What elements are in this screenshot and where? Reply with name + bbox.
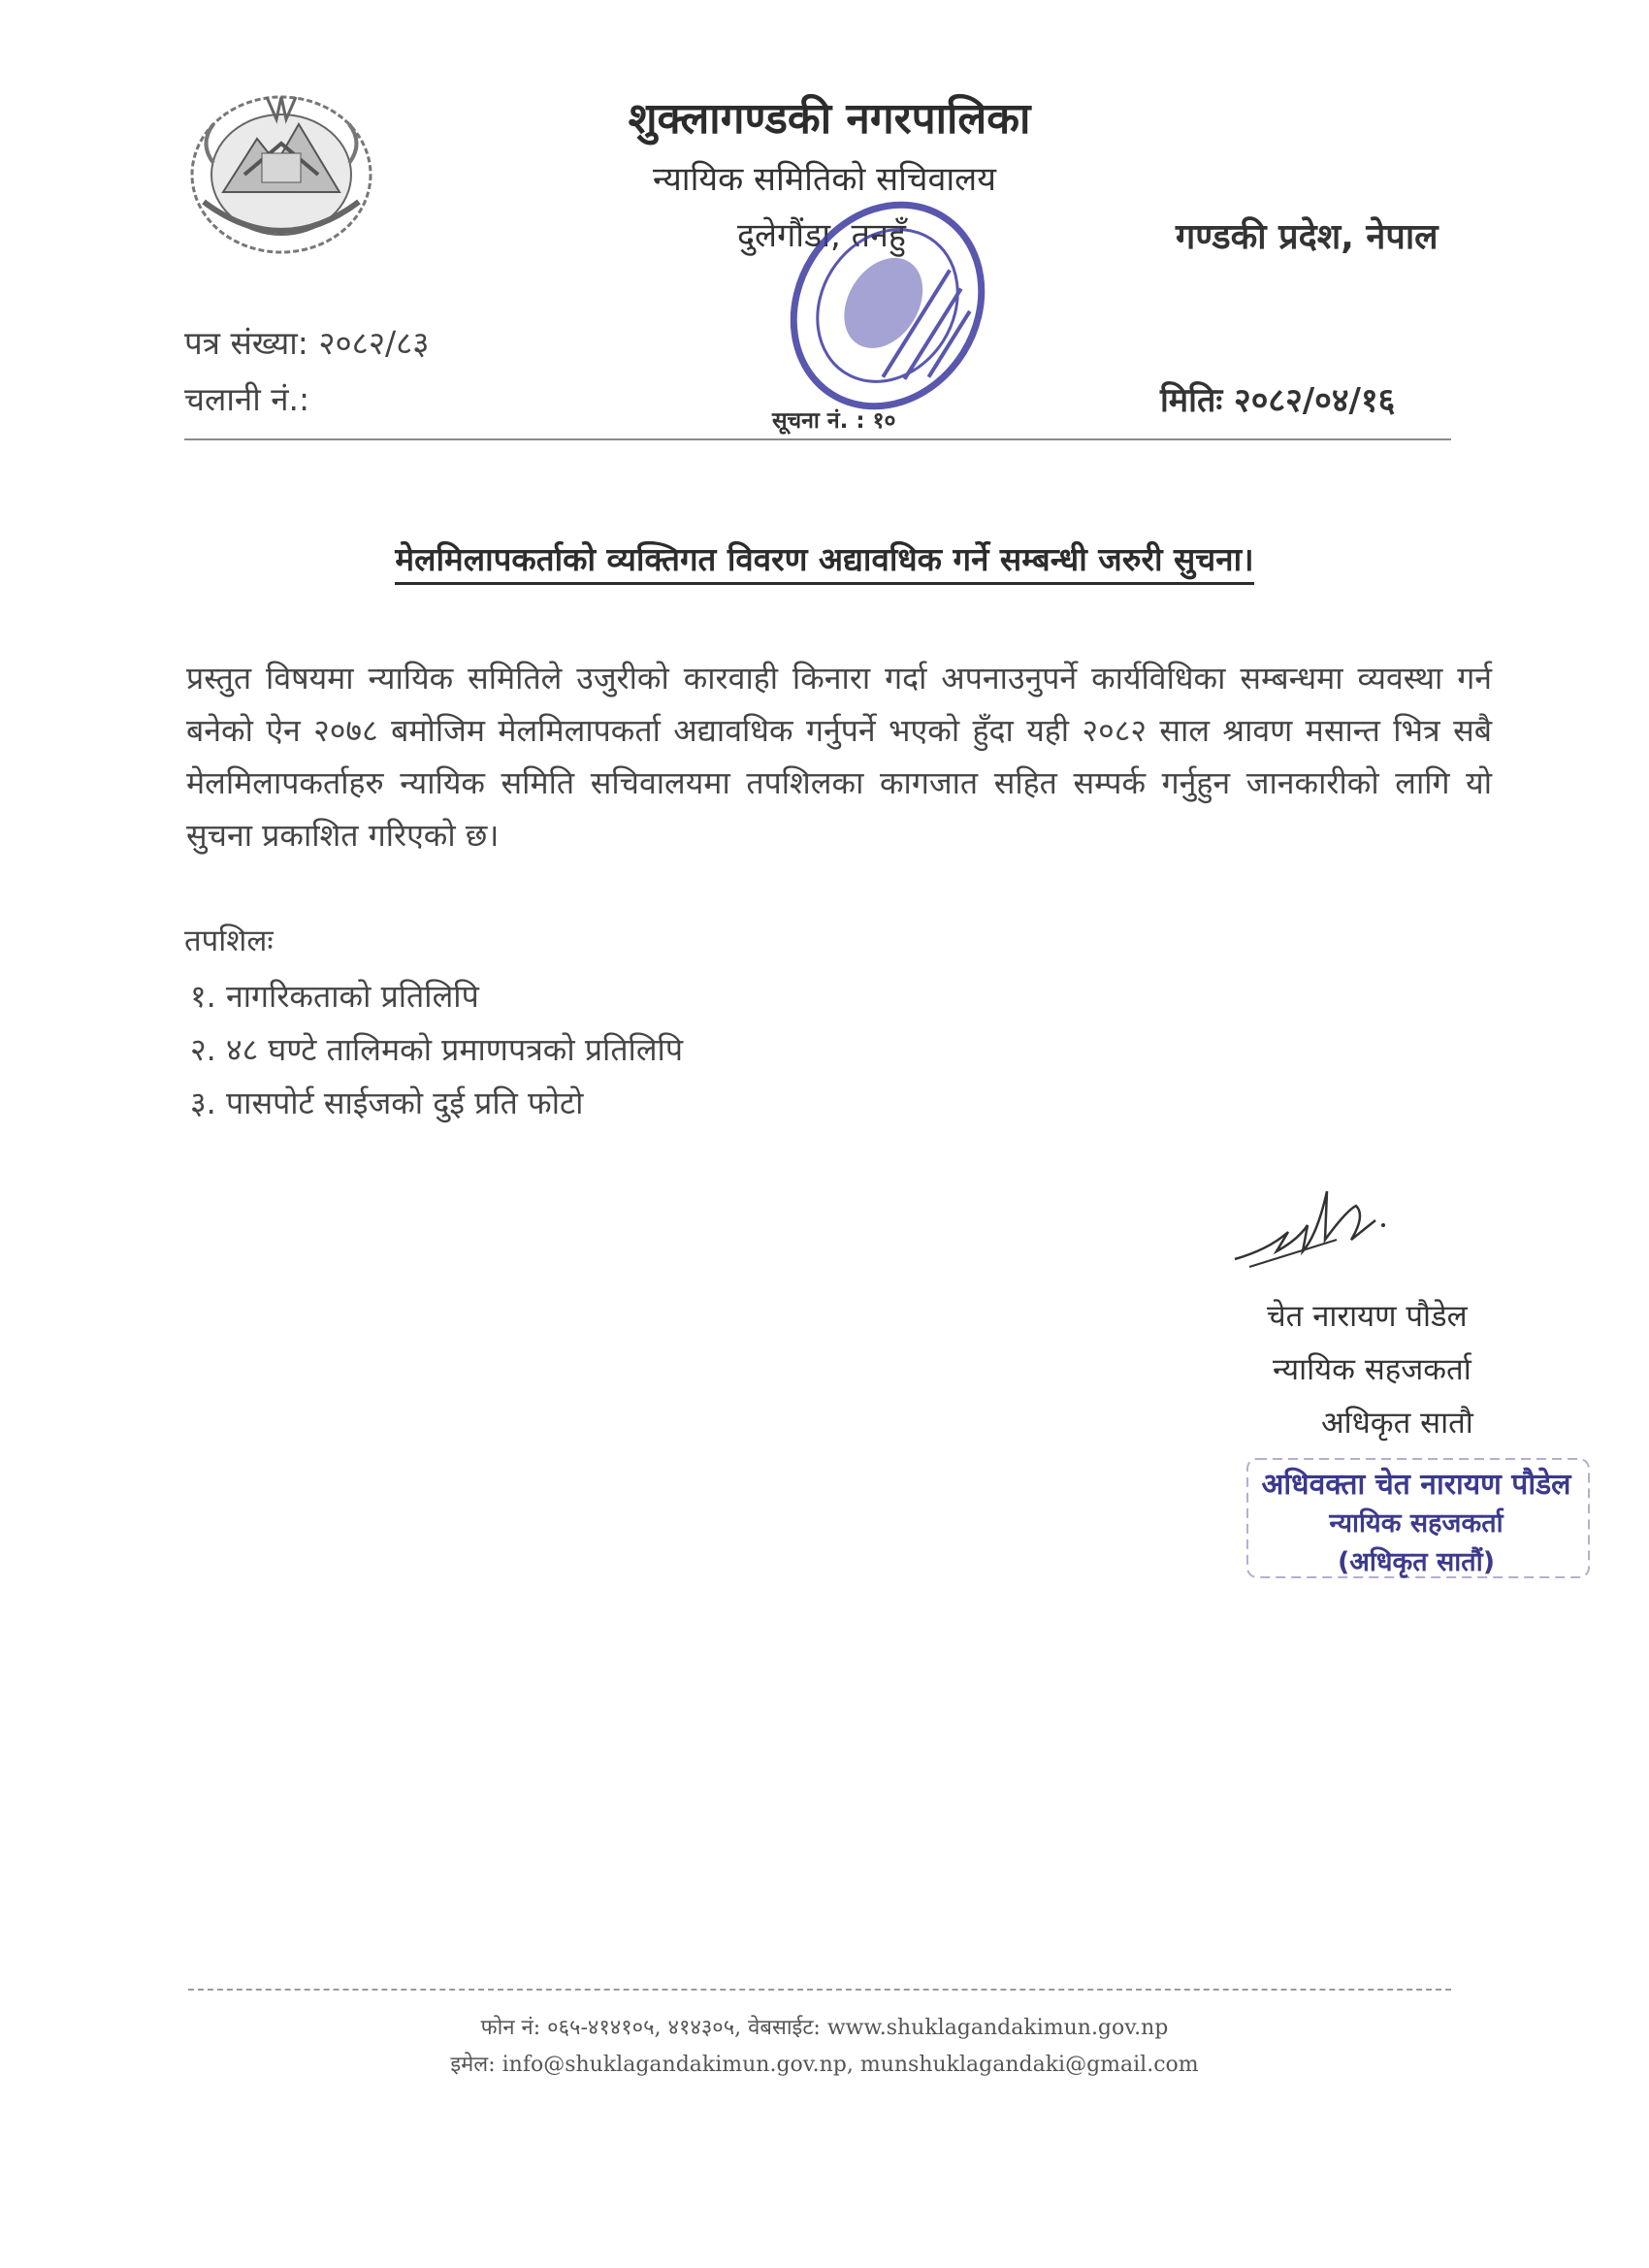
province-label: गण्डकी प्रदेश, नेपाल <box>1176 217 1439 257</box>
footer-divider <box>188 1989 1451 1991</box>
signatory-name: चेत नारायण पौडेल <box>1267 1299 1468 1334</box>
name-stamp-line1: अधिवक्ता चेत नारायण पौडेल <box>1261 1468 1571 1502</box>
list-item: १. नागरिकताको प्रतिलिपि <box>190 978 479 1015</box>
letter-number: पत्र संख्या: २०८२/८३ <box>184 324 430 362</box>
name-stamp-line2: न्यायिक सहजकर्ता <box>1329 1508 1504 1539</box>
notice-subject-text: मेलमिलापकर्ताको व्यक्तिगत विवरण अद्यावधिक गर्ने सम्बन्धी जरुरी सुचना। <box>395 540 1253 585</box>
organization-location: दुलेगौंडा, तनहुँ <box>737 216 906 255</box>
details-heading: तपशिलः <box>184 923 274 958</box>
notice-number: सूचना नं. : १० <box>772 408 896 434</box>
list-item: ३. पासपोर्ट साईजको दुई प्रति फोटो <box>190 1085 584 1121</box>
signatory-block <box>1267 1290 1473 1450</box>
signatory-role: न्यायिक सहजकर्ता <box>1273 1352 1471 1387</box>
details-list <box>190 970 683 1130</box>
footer-email: इमेल: info@shuklagandakimun.gov.np, munshuklagandaki@gmail.com <box>450 2053 1199 2077</box>
name-stamp-line3: (अधिकृत सातौं) <box>1337 1547 1496 1577</box>
header-divider <box>184 438 1451 440</box>
handwritten-signature <box>1230 1182 1395 1274</box>
list-item: २. ४८ घण्टे तालिमको प्रमाणपत्रको प्रतिलिपि <box>190 1031 684 1068</box>
notice-subject <box>0 536 1649 580</box>
organization-subtitle: न्यायिक समितिको सचिवालय <box>653 160 996 199</box>
signatory-rank: अधिकृत सातौ <box>1321 1406 1473 1441</box>
notice-body: प्रस्तुत विषयमा न्यायिक समितिले उजुरीको कारवाही किनारा गर्दा अपनाउनुपर्ने कार्यविधिका सम्बन्धमा व्यवस्था गर्न बनेको ऐन २०७८ बमोजिम मेलमिलापकर्ता अद्यावधिक गर्नुपर्ने भएको हुँदा यही २०८२ साल श्रावण मसान्त भित्र सबै मेलमिलापकर्ताहरु न्यायिक समिति सचिवालयमा तपशिलका कागजात सहित सम्पर्क गर्नुहुन जानकारीको लागि यो सुचना प्रकाशित गरिएको छ। <box>186 660 1492 854</box>
footer-contact: फोन नं: ०६५-४१४१०५, ४१४३०५, वेबसाईट: www.shuklagandakimun.gov.np <box>480 2016 1169 2040</box>
office-stamp-icon <box>766 194 1009 417</box>
dispatch-number: चलानी नं.: <box>184 380 310 418</box>
letter-date: मितिः २०८२/०४/१६ <box>1160 381 1396 420</box>
organization-name: शुक्लागण्डकी नगरपालिका <box>628 94 1031 144</box>
